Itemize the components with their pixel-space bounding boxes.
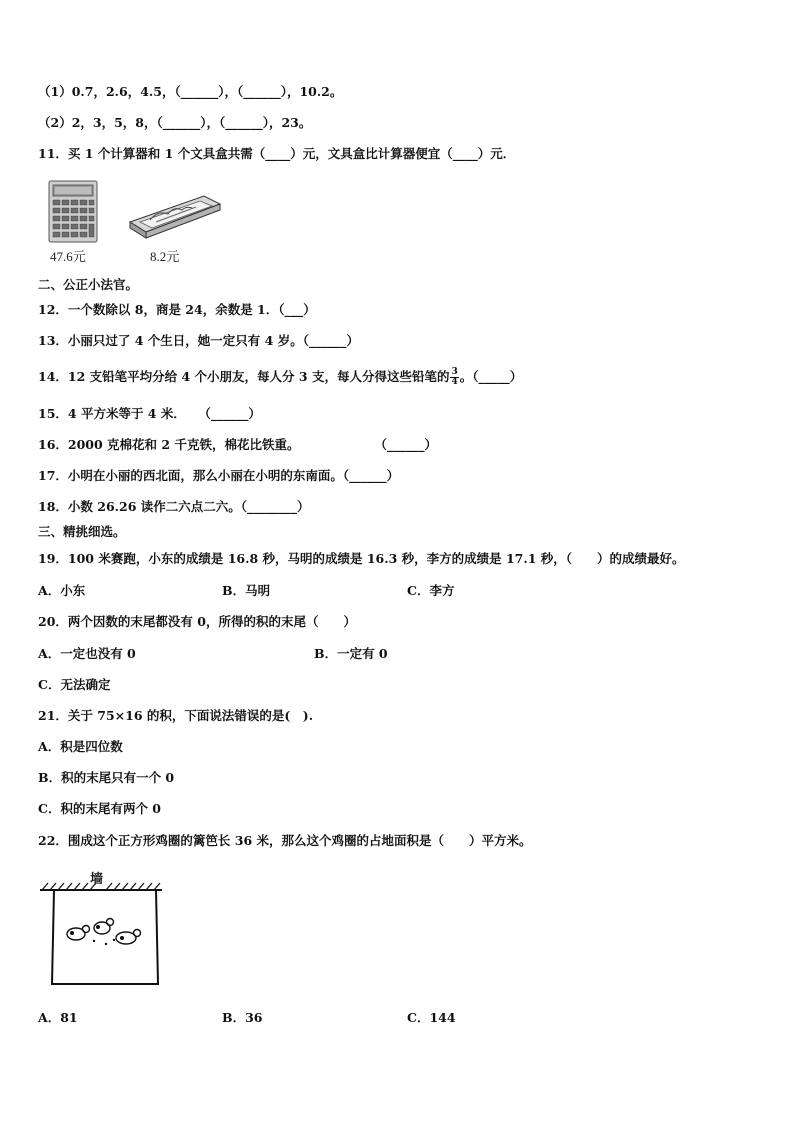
q21-option-c: C．积的末尾有两个 0	[38, 801, 161, 816]
q15-text: 15．4 平方米等于 4 米． （______）	[38, 406, 261, 421]
q20-text: 20．两个因数的末尾都没有 0，所得的积的末尾（ ）	[38, 614, 356, 629]
q18-text: 18．小数 26.26 读作二六点二六。（________）	[38, 499, 310, 514]
q19-text: 19．100 米赛跑，小东的成绩是 16.8 秒，马明的成绩是 16.3 秒，李方的成绩是 17.1 秒，（ ）的成绩最好。	[38, 551, 685, 566]
q17-text: 17．小明在小丽的西北面，那么小丽在小明的东南面。（______）	[38, 468, 400, 483]
q14-before: 14．12 支铅笔平均分给 4 个小朋友，每人分 3 支，每人分得这些铅笔的	[38, 369, 450, 384]
q21-option-a: A．积是四位数	[38, 739, 123, 754]
q10-part2: （2）2，3，5，8，（______），（______），23。	[38, 115, 312, 130]
q22-option-b: B．36	[222, 1010, 263, 1025]
pencil-box-price: 8.2元	[150, 249, 180, 264]
q14-numerator: 3	[451, 367, 458, 377]
calculator-image	[48, 180, 100, 244]
q22-text: 22．围成这个正方形鸡圈的篱笆长 36 米，那么这个鸡圈的占地面积是（ ）平方米。	[38, 833, 532, 848]
section3-title: 三、精挑细选。	[38, 524, 126, 539]
q22-option-a: A．81	[38, 1010, 78, 1025]
q12-text: 12．一个数除以 8，商是 24，余数是 1．（___）	[38, 302, 316, 317]
q21-text: 21．关于 75×16 的积，下面说法错误的是( ).	[38, 708, 314, 723]
q16-text: 16．2000 克棉花和 2 千克铁，棉花比铁重。 （______）	[38, 437, 437, 452]
pencil-box-image	[126, 192, 222, 242]
section2-title: 二、公正小法官。	[38, 277, 139, 292]
q22-option-c: C．144	[407, 1010, 456, 1025]
q19-option-c: C．李方	[407, 583, 455, 598]
q14-text	[38, 368, 522, 387]
q19-option-a: A．小东	[38, 583, 86, 598]
q14-fraction	[450, 368, 458, 387]
q20-option-c: C．无法确定	[38, 677, 111, 692]
q14-denominator: 4	[451, 377, 458, 387]
q11-text: 11．买 1 个计算器和 1 个文具盒共需（____）元，文具盒比计算器便宜（____）元．	[38, 146, 516, 161]
wall-label: 墙	[90, 872, 104, 887]
q14-after: 。（_____）	[459, 369, 523, 384]
q13-text: 13．小丽只过了 4 个生日，她一定只有 4 岁。（______）	[38, 333, 359, 348]
q10-part1: （1）0.7，2.6，4.5，（______），（______），10.2。	[38, 84, 343, 99]
q21-option-b: B．积的末尾只有一个 0	[38, 770, 175, 785]
q20-option-b: B．一定有 0	[314, 646, 388, 661]
q20-option-a: A．一定也没有 0	[38, 646, 136, 661]
calculator-price: 47.6元	[50, 249, 86, 264]
q19-option-b: B．马明	[222, 583, 271, 598]
